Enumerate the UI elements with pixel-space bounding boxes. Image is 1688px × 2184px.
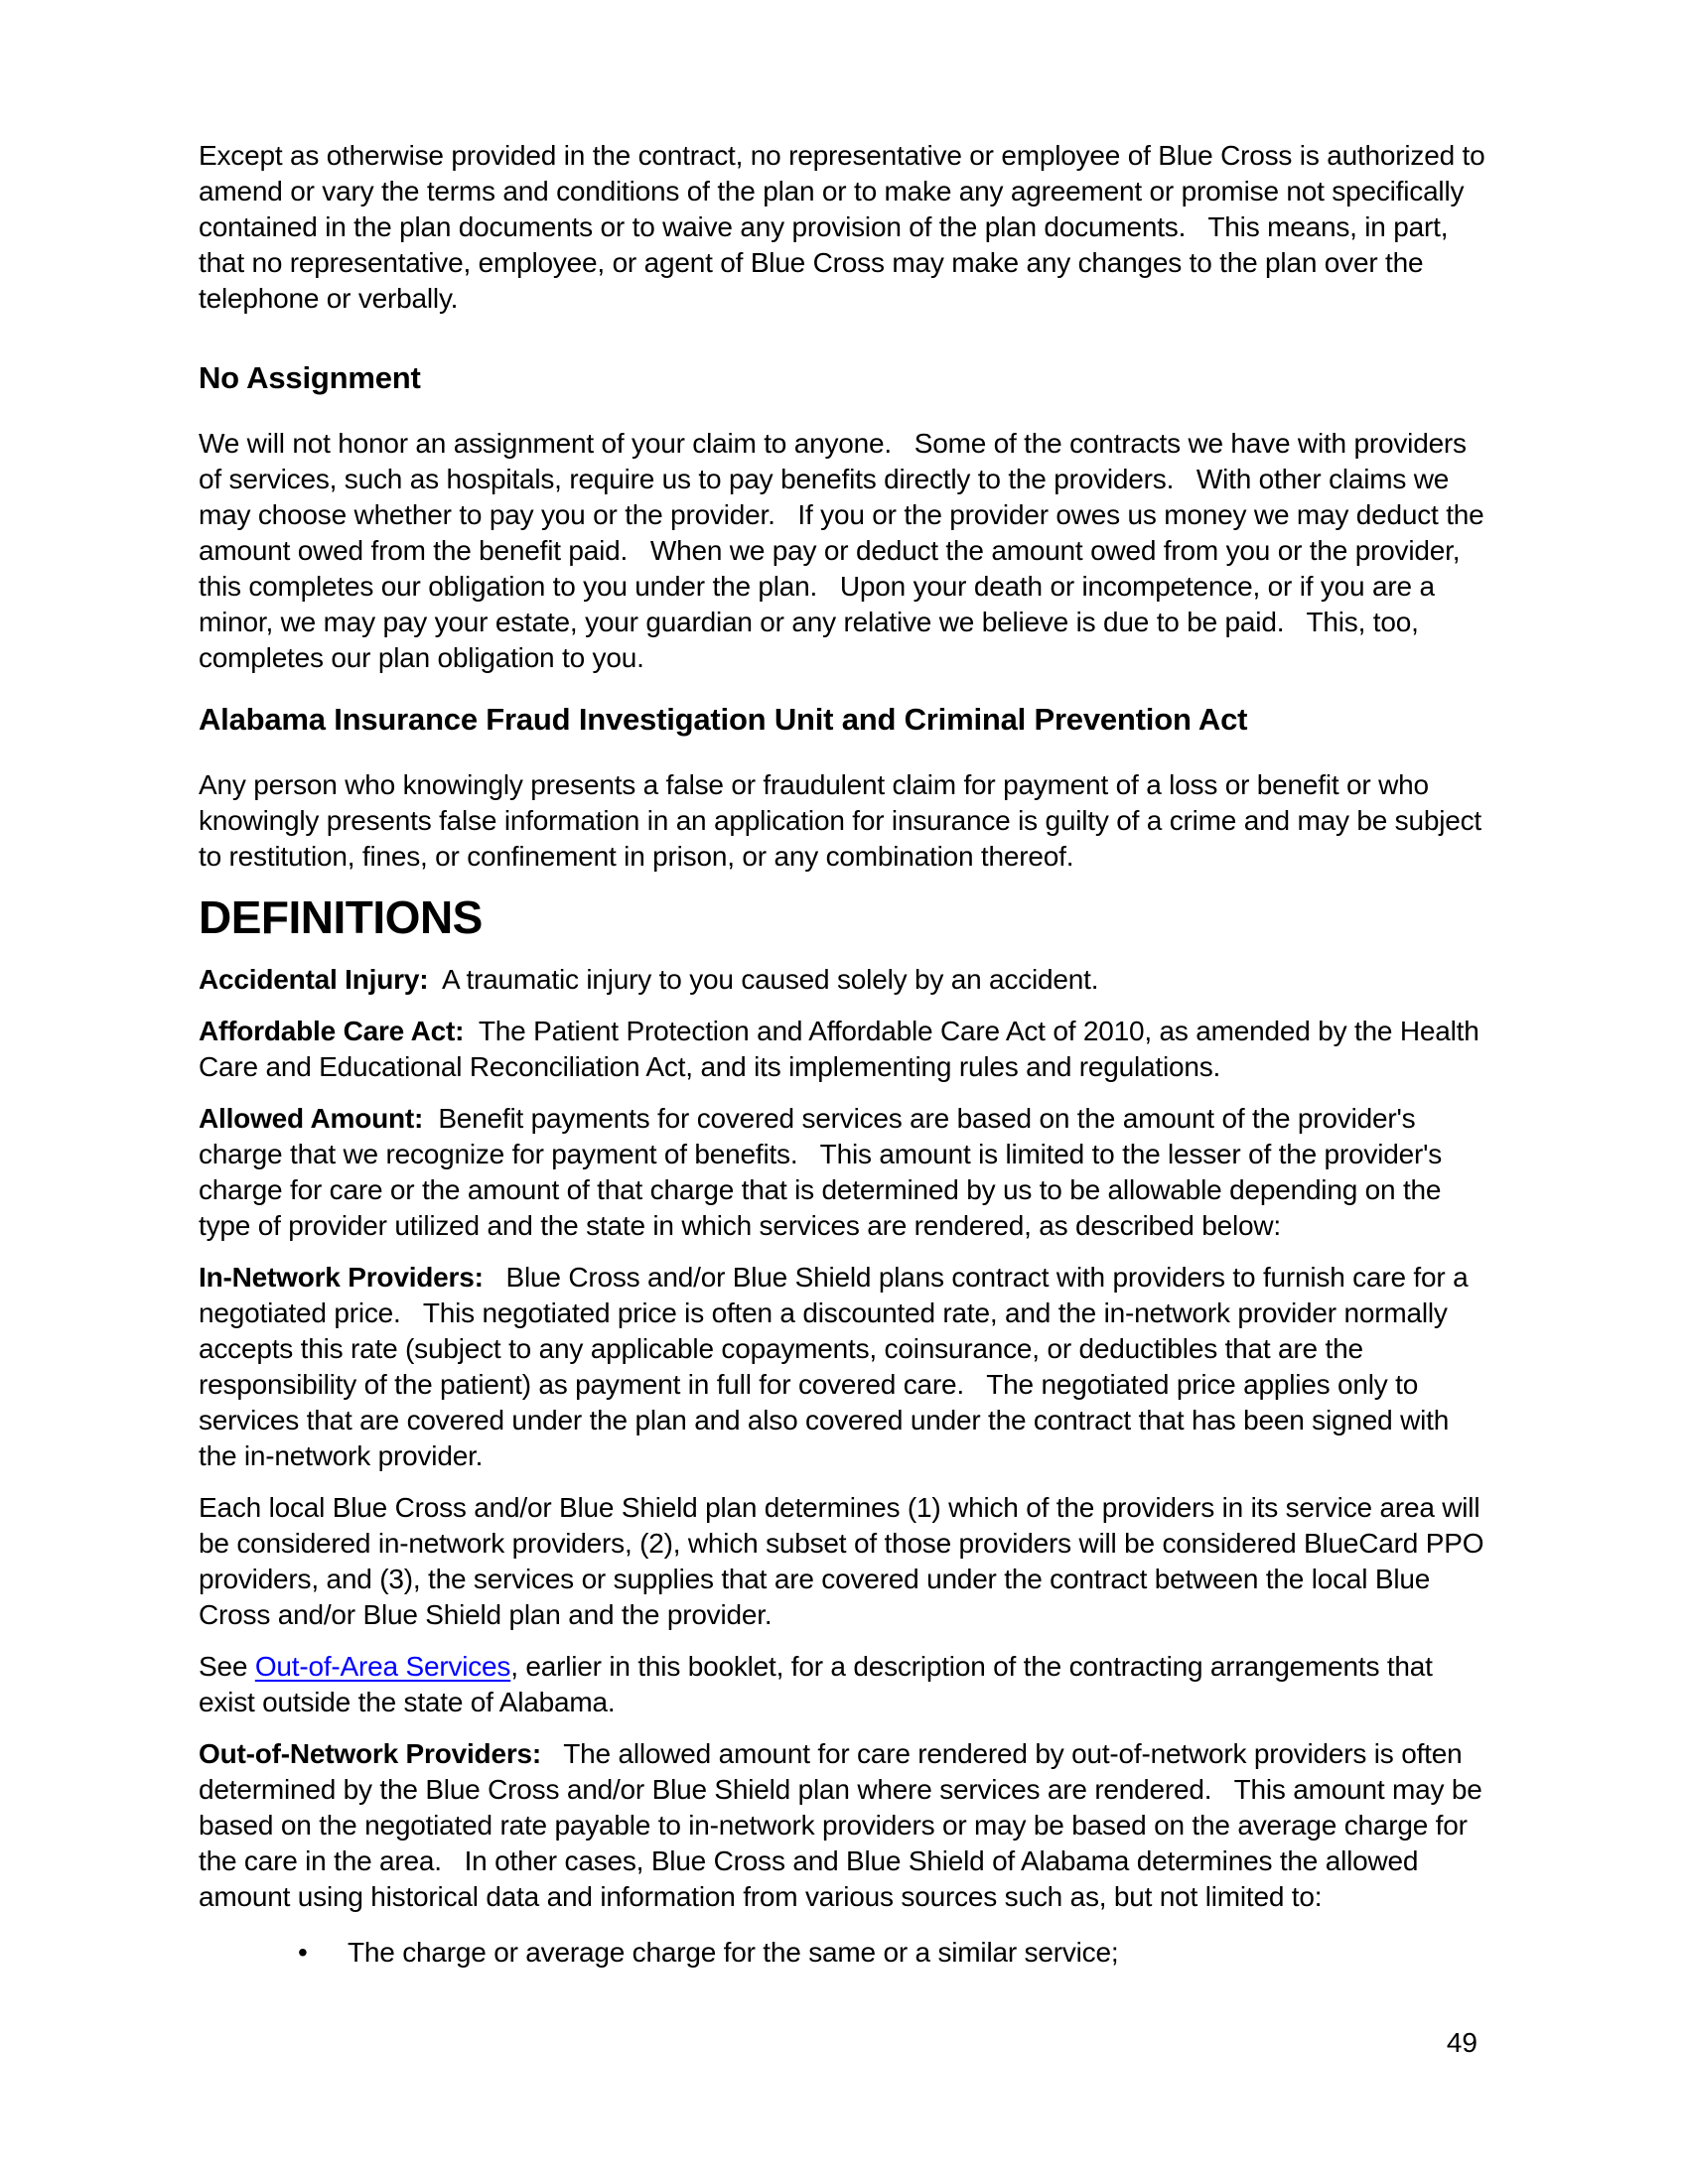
out-of-network-providers-text: The allowed amount for care rendered by out-of-network providers is often determined by the Blue Cross and/or Blue Shield plan where services are rendered. This amount may be based on the negotiated rate payable to in-network providers or may be based on the average charge for the care in the area. In other cases, Blue Cross and Blue Shield of Alabama determines the allowed amount using historical data and information from various sources such as, but not limited to: bbox=[199, 1738, 1490, 1912]
in-network-providers-text: Blue Cross and/or Blue Shield plans contract with providers to furnish care for a negotiated price. This negotiated price is often a discounted rate, and the in-network provider normally accepts this rate (subject to any applicable copayments, coinsurance, or deductibles that are the responsibility of the patient) as payment in full for covered care. The negotiated price applies only to services that are covered under the plan and also covered under the contract that has been signed with the in-network provider. bbox=[199, 1262, 1477, 1471]
allowed-amount-term: Allowed Amount: bbox=[199, 1103, 424, 1134]
bullet-item bbox=[298, 1935, 1489, 1971]
see-reference-before: See bbox=[199, 1651, 255, 1682]
each-local-plan-paragraph: Each local Blue Cross and/or Blue Shield plan determines (1) which of the providers in its service area will be considered in-network providers, (2), which subset of those providers will be considered BlueCard PPO providers, and (3), the services or supplies that are covered under the contract between the local Blue Cross and/or Blue Shield plan and the provider. bbox=[199, 1492, 1491, 1630]
definition-affordable-care-act bbox=[199, 1014, 1489, 1085]
definition-allowed-amount bbox=[199, 1101, 1489, 1244]
out-of-network-providers-term: Out-of-Network Providers: bbox=[199, 1738, 542, 1769]
bullet-item-text: The charge or average charge for the same or a similar service; bbox=[348, 1937, 1119, 1968]
no-assignment-paragraph: We will not honor an assignment of your claim to anyone. Some of the contracts we have with providers of services, such as hospitals, require us to pay benefits directly to the providers. With other claims we may choose whether to pay you or the provider. If you or the provider owes us money we may deduct the amount owed from the benefit paid. When we pay or deduct the amount owed from you or the provider, this completes our obligation to you under the plan. Upon your death or incompetence, or if you are a minor, we may pay your estate, your guardian or any relative we believe is due to be paid. This, too, completes our plan obligation to you. bbox=[199, 428, 1492, 673]
intro-paragraph: Except as otherwise provided in the contract, no representative or employee of Blue Cross is authorized to amend or vary the terms and conditions of the plan or to make any agreement or promise not specifically contained in the plan documents or to waive any provision of the plan documents. This means, in part, that no representative, employee, or agent of Blue Cross may make any changes to the plan over the telephone or verbally. bbox=[199, 140, 1493, 314]
out-of-area-services-link[interactable]: Out-of-Area Services bbox=[254, 1651, 511, 1682]
fraud-unit-heading: Alabama Insurance Fraud Investigation Unit and Criminal Prevention Act bbox=[199, 702, 1248, 737]
accidental-injury-term: Accidental Injury: bbox=[199, 964, 429, 995]
fraud-unit-paragraph: Any person who knowingly presents a false or fraudulent claim for payment of a loss or benefit or who knowingly presents false information in an application for insurance is guilty of a crime and may be subject to restitution, fines, or confinement in prison, or any combination thereof. bbox=[199, 769, 1489, 872]
affordable-care-act-term: Affordable Care Act: bbox=[199, 1016, 465, 1046]
definition-accidental-injury bbox=[199, 962, 1489, 998]
page-number: 49 bbox=[1446, 2027, 1477, 2058]
allowed-amount-text: Benefit payments for covered services are based on the amount of the provider's charge that we recognize for payment of benefits. This amount is limited to the lesser of the provider's charge for care or the amount of that charge that is determined by us to be allowable depending on the type of provider utilized and the state in which services are rendered, as described below: bbox=[199, 1103, 1450, 1241]
definitions-heading: DEFINITIONS bbox=[199, 891, 483, 943]
affordable-care-act-text: The Patient Protection and Affordable Care Act of 2010, as amended by the Health Care and Educational Reconciliation Act, and its implementing rules and regulations. bbox=[199, 1016, 1487, 1082]
see-reference-paragraph bbox=[199, 1649, 1489, 1720]
definition-out-of-network-providers bbox=[199, 1736, 1489, 1915]
in-network-providers-term: In-Network Providers: bbox=[199, 1262, 484, 1293]
definition-in-network-providers bbox=[199, 1260, 1489, 1474]
see-reference-after: , earlier in this booklet, for a description of the contracting arrangements that exist outside the state of Alabama. bbox=[199, 1651, 1441, 1717]
accidental-injury-text: A traumatic injury to you caused solely by an accident. bbox=[428, 964, 1099, 995]
no-assignment-heading: No Assignment bbox=[199, 360, 421, 395]
bullet-icon: • bbox=[298, 1937, 308, 1968]
